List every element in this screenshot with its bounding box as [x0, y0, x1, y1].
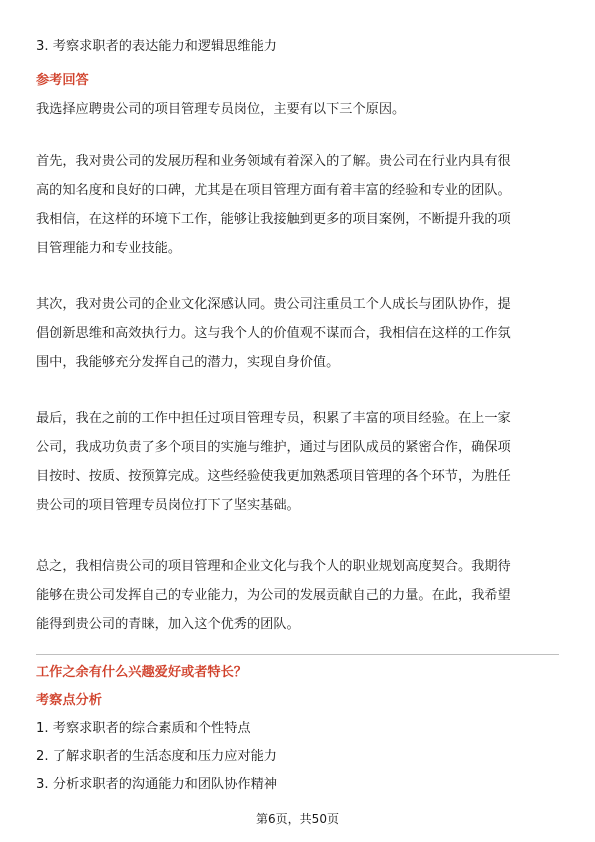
page-number: 第6页，共50页 — [256, 812, 339, 826]
paragraph-line: 总之，我相信贵公司的项目管理和企业文化与我个人的职业规划高度契合。我期待 — [36, 559, 511, 574]
analysis-label: 考察点分析 — [36, 693, 102, 708]
paragraph-3 — [36, 408, 559, 517]
paragraph-line: 公司，我成功负责了多个项目的实施与维护，通过与团队成员的紧密合作，确保项 — [36, 440, 511, 455]
analysis-item: 3. 分析求职者的沟通能力和团队协作精神 — [36, 777, 277, 792]
paragraph-line: 最后，我在之前的工作中担任过项目管理专员，积累了丰富的项目经验。在上一家 — [36, 411, 511, 426]
paragraph-line: 能得到贵公司的青睐，加入这个优秀的团队。 — [36, 617, 300, 632]
paragraph-2 — [36, 294, 559, 374]
analysis-item: 1. 考察求职者的综合素质和个性特点 — [36, 721, 251, 736]
paragraph-line: 其次，我对贵公司的企业文化深感认同。贵公司注重员工个人成长与团队协作，提 — [36, 297, 511, 312]
answer-label: 参考回答 — [36, 73, 89, 88]
paragraph-line: 目管理能力和专业技能。 — [36, 241, 182, 256]
paragraph-line: 围中，我能够充分发挥自己的潜力，实现自身价值。 — [36, 355, 340, 370]
paragraph-line: 贵公司的项目管理专员岗位打下了坚实基础。 — [36, 498, 300, 513]
paragraph-line: 我相信，在这样的环境下工作，能够让我接触到更多的项目案例，不断提升我的项 — [36, 212, 511, 227]
paragraph-line: 倡创新思维和高效执行力。这与我个人的价值观不谋而合，我相信在这样的工作氛 — [36, 326, 511, 341]
paragraph-1 — [36, 151, 559, 260]
paragraph-4 — [36, 556, 559, 636]
paragraph-line: 首先，我对贵公司的发展历程和业务领域有着深入的了解。贵公司在行业内具有很 — [36, 154, 511, 169]
answer-intro: 我选择应聘贵公司的项目管理专员岗位，主要有以下三个原因。 — [36, 102, 406, 117]
paragraph-line: 高的知名度和良好的口碑，尤其是在项目管理方面有着丰富的经验和专业的团队。 — [36, 183, 511, 198]
divider — [36, 654, 559, 655]
point-3: 3. 考察求职者的表达能力和逻辑思维能力 — [36, 39, 277, 54]
analysis-item: 2. 了解求职者的生活态度和压力应对能力 — [36, 749, 277, 764]
question-title: 工作之余有什么兴趣爱好或者特长？ — [36, 665, 247, 680]
paragraph-line: 能够在贵公司发挥自己的专业能力，为公司的发展贡献自己的力量。在此，我希望 — [36, 588, 511, 603]
paragraph-line: 目按时、按质、按预算完成。这些经验使我更加熟悉项目管理的各个环节，为胜任 — [36, 469, 511, 484]
